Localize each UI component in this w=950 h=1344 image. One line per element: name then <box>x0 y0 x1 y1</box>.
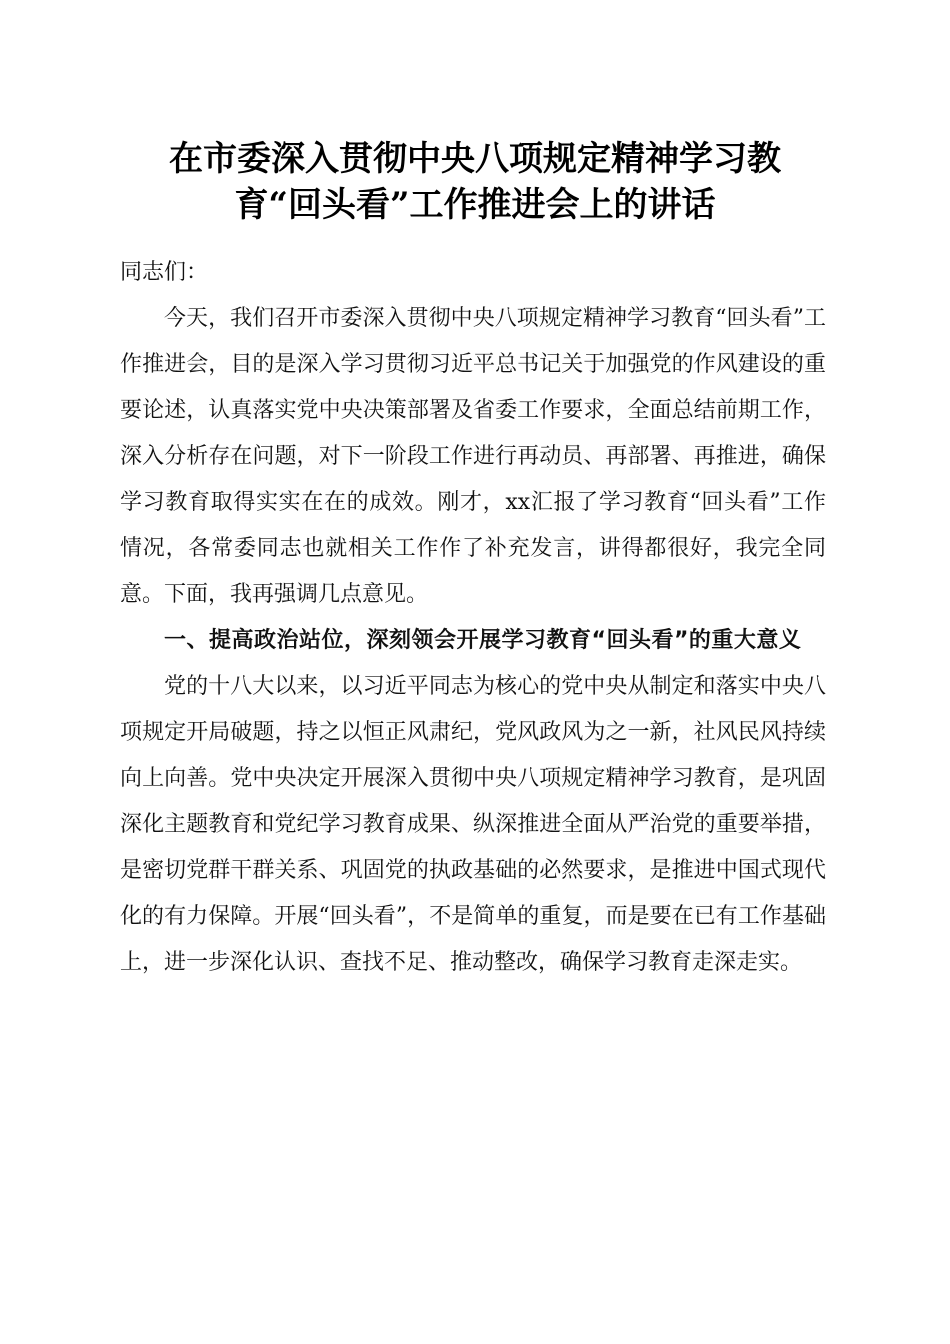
title-line-1: 在市委深入贯彻中央八项规定精神学习教 <box>169 139 781 179</box>
section-heading-1: 一、提高政治站位，深刻领会开展学习教育“回头看”的重大意义 <box>164 628 802 653</box>
paragraph-intro: 今天，我们召开市委深入贯彻中央八项规定精神学习教育“回头看”工作推进会，目的是深入学习贯彻习近平总书记关于加强党的作风建设的重要论述，认真落实党中央决策部署及省委工作要求，全面总结前期工作，深入分析存在问题，对下一阶段工作进行再动员、再部署、再推进，确保学习教育取得实实在在的成效。刚才，xx汇报了学习教育“回头看”工作情况，各常委同志也就相关工作作了补充发言，讲得都很好，我完全同意。下面，我再强调几点意见。 <box>120 306 826 607</box>
paragraph-section-1: 党的十八大以来，以习近平同志为核心的党中央从制定和落实中央八项规定开局破题，持之以恒正风肃纪，党风政风为之一新，社风民风持续向上向善。党中央决定开展深入贯彻中央八项规定精神学习教育，是巩固深化主题教育和党纪学习教育成果、纵深推进全面从严治党的重要举措，是密切党群干群关系、巩固党的执政基础的必然要求，是推进中国式现代化的有力保障。开展“回头看”，不是简单的重复，而是要在已有工作基础上，进一步深化认识、查找不足、推动整改，确保学习教育走深走实。 <box>120 674 826 975</box>
salutation: 同志们： <box>120 260 209 285</box>
title-line-2: 育“回头看”工作推进会上的讲话 <box>234 185 716 225</box>
document-title <box>120 136 830 228</box>
document-body <box>120 250 826 986</box>
